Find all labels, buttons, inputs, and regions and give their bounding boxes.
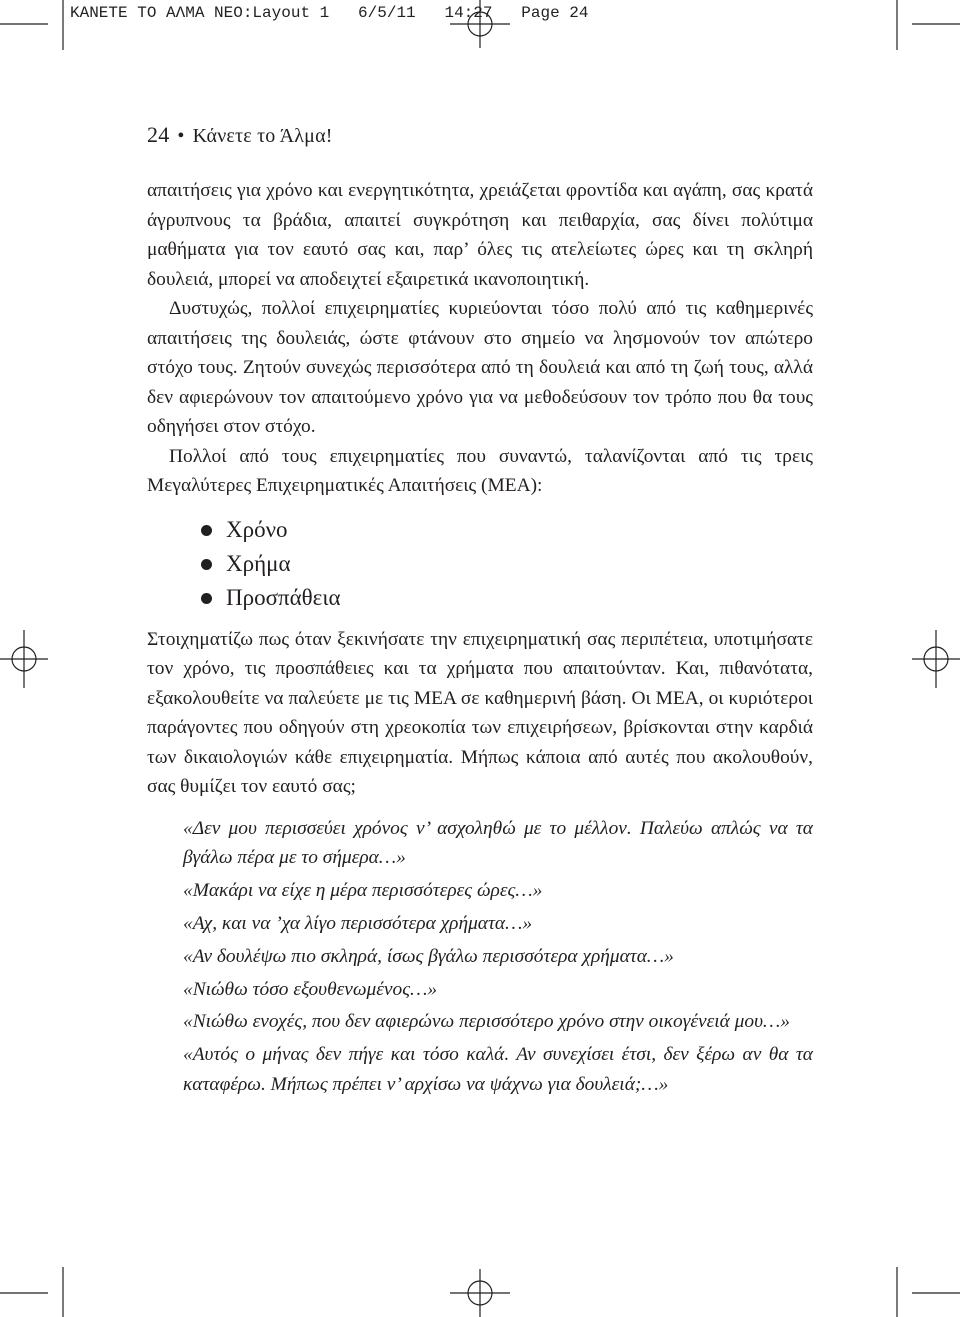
quote-item: «Αυτός ο μήνας δεν πήγε και τόσο καλά. Αν συνεχίσει έτσι, δεν ξέρω αν θα τα καταφέρω. Μήπως πρέπει ν’ αρχίσω να ψάχνω για δουλειά;…» — [183, 1044, 813, 1095]
running-head — [147, 122, 333, 148]
registration-mark-top — [450, 0, 510, 48]
print-slug-line: ΚΑΝΕΤΕ ΤΟ ΑΛΜΑ ΝΕΟ:Layout 1 6/5/11 14:27 Page 24 — [70, 4, 589, 22]
mea-list — [147, 513, 813, 615]
paragraph-continued: απαιτήσεις για χρόνο και ενεργητικότητα, χρειάζεται φροντίδα και αγάπη, σας κρατά άγρυπνους τα βράδια, απαιτεί συγκρότηση και πειθαρχία, σας δίνει πολύτιμα μαθήματα για τον εαυτό σας και, παρ’ όλες τις ατελείωτες ώρες και τη σκληρή δουλειά, μπορεί να αποδειχτεί εξαιρετικά ικανοποιητική. — [147, 180, 813, 290]
quote-item: «Νιώθω ενοχές, που δεν αφιερώνω περισσότερο χρόνο στην οικογένειά μου…» — [183, 1011, 790, 1033]
quote-item: «Αν δουλέψω πιο σκληρά, ίσως βγάλω περισσότερα χρήματα…» — [183, 945, 674, 967]
bullet-icon — [201, 559, 212, 570]
header-separator: • — [177, 125, 185, 147]
quote-item: «Μακάρι να είχε η μέρα περισσότερες ώρες…» — [183, 879, 543, 901]
book-title: Κάνετε το Άλμα! — [192, 125, 333, 147]
body-text — [147, 176, 813, 1103]
quote-item: «Νιώθω τόσο εξουθενωμένος…» — [183, 978, 438, 1000]
quote-item: «Δεν μου περισσεύει χρόνος ν’ ασχοληθώ με το μέλλον. Παλεύω απλώς να τα βγάλω πέρα με το σήμερα…» — [183, 817, 813, 868]
page-number: 24 — [147, 122, 170, 147]
registration-mark-bottom — [450, 1269, 510, 1317]
paragraph: Δυστυχώς, πολλοί επιχειρηματίες κυριεύονται τόσο πολύ από τις καθημερινές απαιτήσεις της δουλειάς, ώστε φτάνουν στο σημείο να λησμονούν τον απώτερο στόχο τους. Ζητούν συνεχώς περισσότερα από τη δουλειά και από τη ζωή τους, αλλά δεν αφιερώνουν τον απαιτούμενο χρόνο για να μεθοδεύσουν τον τρόπο που θα τους οδηγήσει στον στόχο. — [147, 298, 813, 437]
bullet-icon — [201, 525, 212, 536]
paragraph: Πολλοί από τους επιχειρηματίες που συναντώ, ταλανίζονται από τις τρεις Μεγαλύτερες Επιχειρηματικές Απαιτήσεις (ΜΕΑ): — [147, 445, 813, 496]
list-item: Χρόνο — [195, 513, 813, 547]
list-item: Προσπάθεια — [195, 581, 813, 615]
quotes-list — [147, 814, 813, 1100]
bullet-icon — [201, 593, 212, 604]
registration-mark-left — [0, 630, 48, 688]
registration-mark-right — [912, 630, 960, 688]
list-item: Χρήμα — [195, 547, 813, 581]
paragraph: Στοιχηματίζω πως όταν ξεκινήσατε την επιχειρηματική σας περιπέτεια, υποτιμήσατε τον χρόνο, τις προσπάθειες και τα χρήματα που απαιτούνταν. Και, πιθανότατα, εξακολουθείτε να παλεύετε με τις ΜΕΑ σε καθημερινή βάση. Οι ΜΕΑ, οι κυριότεροι παράγοντες που οδηγούν στη χρεοκοπία των επιχειρήσεων, βρίσκονται στην καρδιά των δικαιολογιών κάθε επιχειρηματία. Μήπως κάποια από αυτές που ακολουθούν, σας θυμίζει τον εαυτό σας; — [147, 628, 813, 797]
quote-item: «Αχ, και να ’χα λίγο περισσότερα χρήματα…» — [183, 912, 533, 934]
